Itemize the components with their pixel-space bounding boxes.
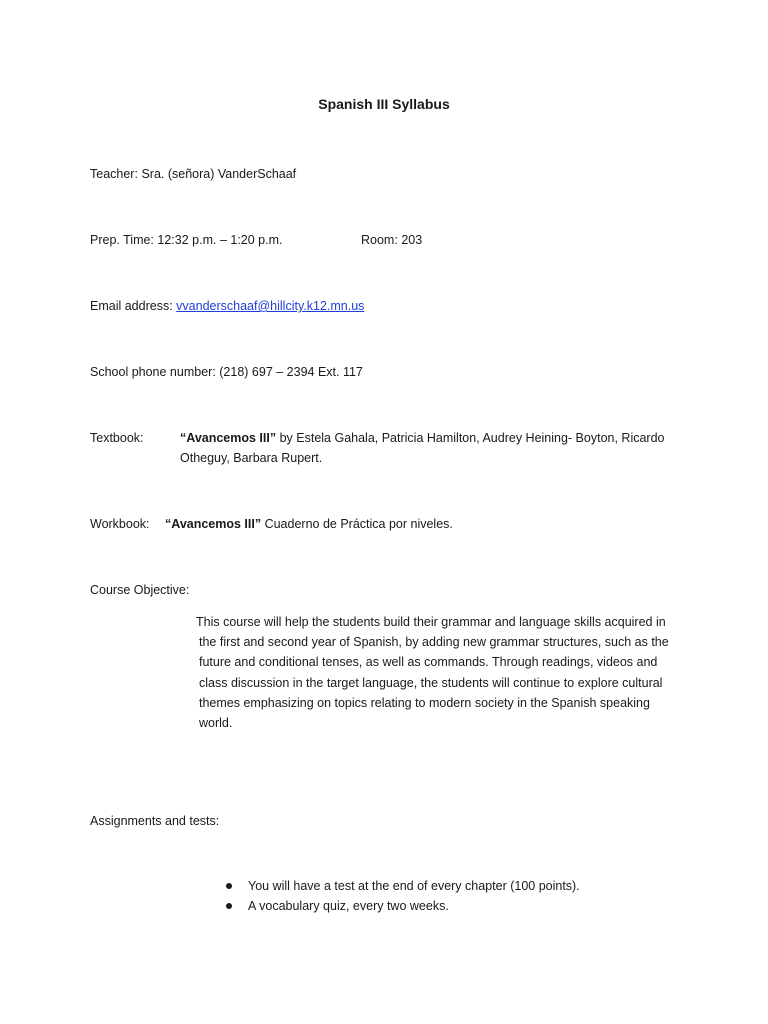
teacher-value: Sra. (señora) VanderSchaaf bbox=[141, 167, 297, 181]
course-objective-heading: Course Objective: bbox=[90, 583, 190, 597]
prep-time-value: 12:32 p.m. – 1:20 p.m. bbox=[157, 233, 283, 247]
objective-line: This course will help the students build their grammar and language skills acquired in bbox=[196, 615, 666, 629]
textbook-authors-2: Otheguy, Barbara Rupert. bbox=[180, 451, 323, 465]
objective-line: future and conditional tenses, as well as commands. Through readings, videos and bbox=[199, 655, 658, 670]
textbook-authors-1: by Estela Gahala, Patricia Hamilton, Audrey Heining- Boyton, Ricardo bbox=[276, 431, 665, 445]
workbook-line bbox=[165, 514, 453, 534]
textbook-label: Textbook: bbox=[90, 431, 144, 445]
assignment-text: You will have a test at the end of every chapter (100 points). bbox=[248, 879, 580, 893]
phone-label: School phone number: bbox=[90, 365, 216, 379]
objective-line: themes emphasizing on topics relating to modern society in the Spanish speaking bbox=[199, 695, 650, 710]
workbook-title: “Avancemos III” bbox=[165, 517, 262, 531]
phone-line bbox=[90, 362, 363, 382]
prep-time-label: Prep. Time: bbox=[90, 233, 154, 247]
room-line bbox=[361, 230, 422, 250]
assignments-heading: Assignments and tests: bbox=[90, 814, 220, 828]
objective-line: class discussion in the target language, the students will continue to explore cultural bbox=[199, 675, 663, 690]
textbook-title: “Avancemos III” bbox=[180, 431, 277, 445]
assignment-text: A vocabulary quiz, every two weeks. bbox=[248, 899, 449, 913]
objective-line: the first and second year of Spanish, by adding new grammar structures, such as the bbox=[199, 635, 669, 650]
phone-value: (218) 697 – 2394 Ext. 117 bbox=[219, 365, 363, 379]
objective-line: world. bbox=[199, 716, 233, 731]
bullet-icon bbox=[226, 903, 232, 909]
room-label: Room: bbox=[361, 233, 398, 247]
document-title: Spanish III Syllabus bbox=[318, 96, 450, 112]
list-item bbox=[226, 896, 580, 916]
email-link[interactable]: vvanderschaaf@hillcity.k12.mn.us bbox=[176, 299, 365, 313]
workbook-rest: Cuaderno de Práctica por niveles. bbox=[261, 517, 453, 531]
prep-time-line bbox=[90, 230, 282, 250]
teacher-label: Teacher: bbox=[90, 167, 138, 181]
teacher-line bbox=[90, 164, 296, 184]
bullet-icon bbox=[226, 883, 232, 889]
email-label: Email address: bbox=[90, 299, 173, 313]
workbook-label: Workbook: bbox=[90, 517, 150, 531]
textbook-line-1 bbox=[180, 428, 665, 448]
room-value: 203 bbox=[401, 233, 423, 247]
assignments-list bbox=[226, 876, 580, 916]
email-line bbox=[90, 296, 364, 316]
list-item bbox=[226, 876, 580, 896]
course-objective-paragraph bbox=[196, 612, 688, 733]
